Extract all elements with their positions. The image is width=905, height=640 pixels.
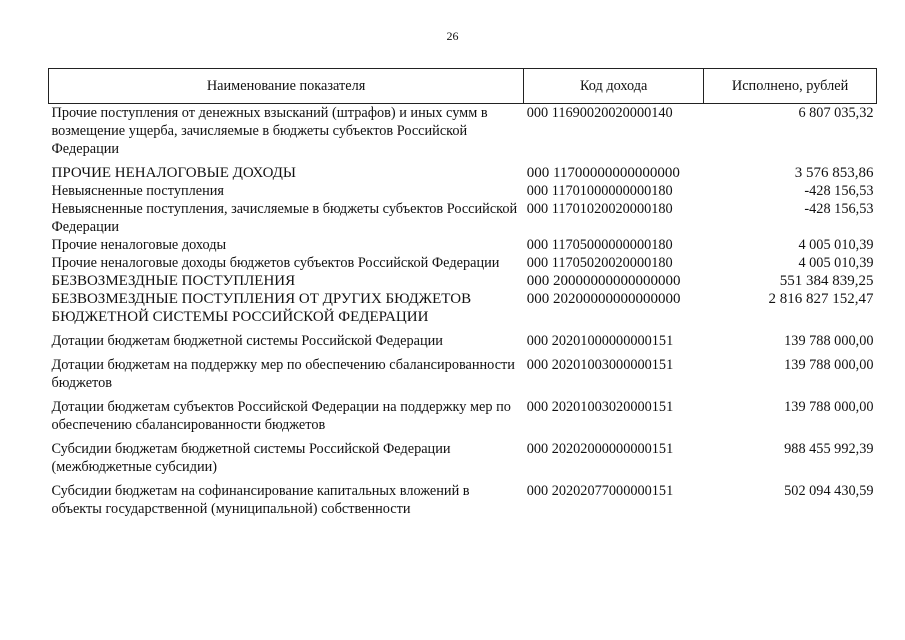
table-row xyxy=(49,356,877,398)
row-amount: 4 005 010,39 xyxy=(798,237,874,253)
row-amount: 502 094 430,59 xyxy=(784,483,874,499)
row-code: 000 11701020020000180 xyxy=(526,201,673,217)
header-code: Код дохода xyxy=(524,69,704,104)
row-name: Прочие неналоговые доходы бюджетов субъектов Российской Федерации xyxy=(51,255,500,271)
row-amount: 2 816 827 152,47 xyxy=(768,291,874,307)
row-amount: 551 384 839,25 xyxy=(779,273,874,289)
row-amount: 3 576 853,86 xyxy=(794,165,874,181)
row-amount: 4 005 010,39 xyxy=(798,255,874,271)
row-name: Прочие поступления от денежных взысканий (штрафов) и иных сумм в возмещение ущерба, зачисляемые в бюджеты субъектов Российской Федерации xyxy=(51,105,488,157)
table-row xyxy=(49,254,877,272)
row-code: 000 20201000000000151 xyxy=(526,333,674,349)
row-code: 000 11705000000000180 xyxy=(526,237,673,253)
table-row xyxy=(49,104,877,165)
row-amount: -428 156,53 xyxy=(804,183,874,199)
table-header-row xyxy=(49,69,877,104)
table-row xyxy=(49,200,877,236)
table-row xyxy=(49,332,877,356)
table-row xyxy=(49,440,877,482)
table-row xyxy=(49,290,877,332)
row-amount: 139 788 000,00 xyxy=(784,399,874,415)
row-code: 000 20000000000000000 xyxy=(526,273,681,289)
row-code: 000 11705020020000180 xyxy=(526,255,673,271)
table-row xyxy=(49,236,877,254)
table-row xyxy=(49,182,877,200)
table-row xyxy=(49,164,877,182)
header-name: Наименование показателя xyxy=(49,69,524,104)
row-code: 000 11701000000000180 xyxy=(526,183,673,199)
row-code: 000 11690020020000140 xyxy=(526,105,673,121)
row-code: 000 11700000000000000 xyxy=(526,165,680,181)
table-row xyxy=(49,482,877,518)
row-name: Дотации бюджетам на поддержку мер по обеспечению сбалансированности бюджетов xyxy=(51,357,515,391)
header-amount: Исполнено, рублей xyxy=(704,69,877,104)
table-row xyxy=(49,398,877,440)
row-name: БЕЗВОЗМЕЗДНЫЕ ПОСТУПЛЕНИЯ ОТ ДРУГИХ БЮДЖЕТОВ БЮДЖЕТНОЙ СИСТЕМЫ РОССИЙСКОЙ ФЕДЕРАЦИИ xyxy=(51,291,472,325)
row-amount: 139 788 000,00 xyxy=(784,357,874,373)
row-amount: -428 156,53 xyxy=(804,201,874,217)
row-amount: 6 807 035,32 xyxy=(798,105,874,121)
row-code: 000 20202000000000151 xyxy=(526,441,674,457)
table-row xyxy=(49,272,877,290)
row-name: Дотации бюджетам бюджетной системы Российской Федерации xyxy=(51,333,443,349)
row-code: 000 20201003020000151 xyxy=(526,399,674,415)
row-code: 000 20201003000000151 xyxy=(526,357,674,373)
page-number: 26 xyxy=(446,29,459,43)
row-name: Субсидии бюджетам бюджетной системы Российской Федерации (межбюджетные субсидии) xyxy=(51,441,451,475)
row-name: Дотации бюджетам субъектов Российской Федерации на поддержку мер по обеспечению сбалансированности бюджетов xyxy=(51,399,511,433)
row-name: Невыясненные поступления, зачисляемые в бюджеты субъектов Российской Федерации xyxy=(51,201,518,235)
row-code: 000 20200000000000000 xyxy=(526,291,681,307)
row-amount: 139 788 000,00 xyxy=(784,333,874,349)
row-amount: 988 455 992,39 xyxy=(784,441,874,457)
row-code: 000 20202077000000151 xyxy=(526,483,674,499)
revenue-table xyxy=(48,68,877,518)
row-name: БЕЗВОЗМЕЗДНЫЕ ПОСТУПЛЕНИЯ xyxy=(51,273,296,289)
row-name: ПРОЧИЕ НЕНАЛОГОВЫЕ ДОХОДЫ xyxy=(51,165,296,181)
row-name: Прочие неналоговые доходы xyxy=(51,237,227,253)
row-name: Субсидии бюджетам на софинансирование капитальных вложений в объекты государственной (муниципальной) собственности xyxy=(51,483,470,517)
row-name: Невыясненные поступления xyxy=(51,183,224,199)
